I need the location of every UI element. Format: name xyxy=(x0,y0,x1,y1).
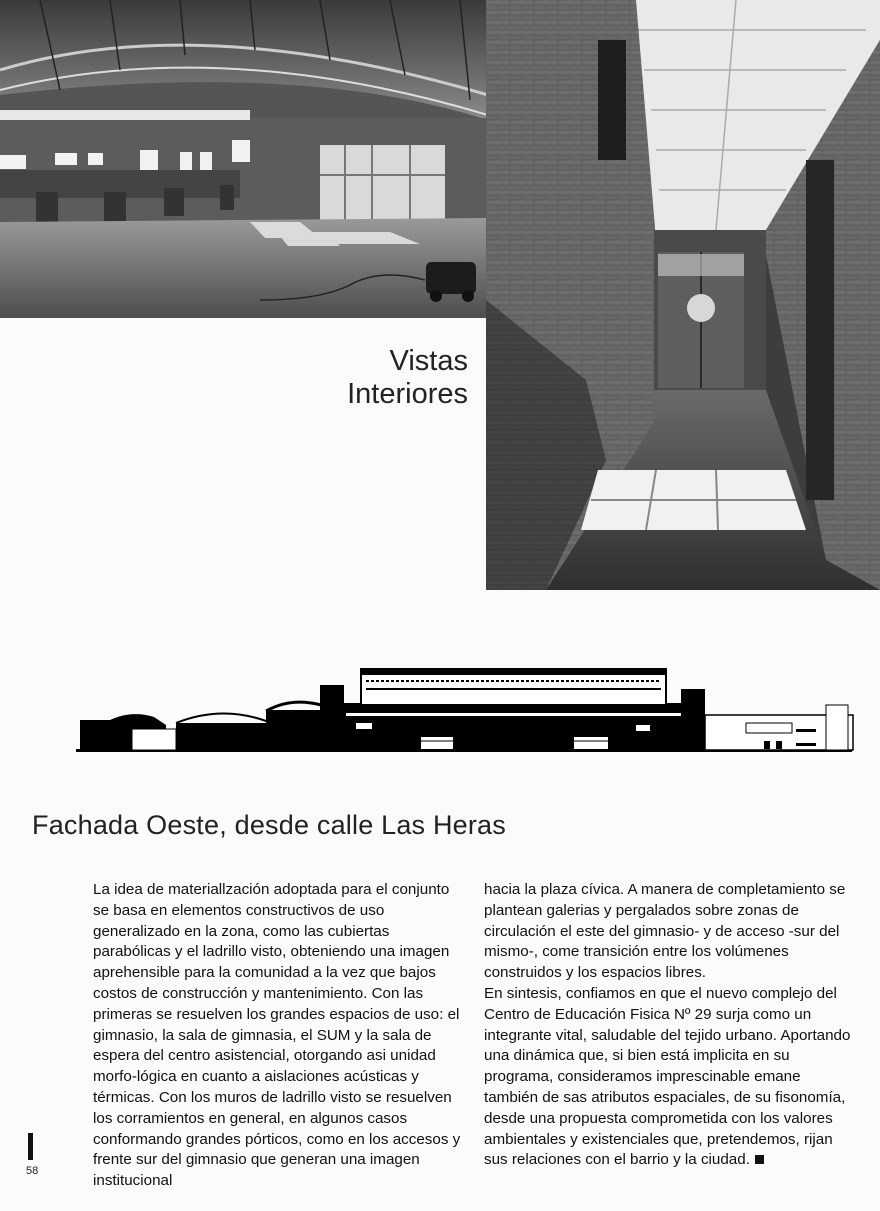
body-text-left-column xyxy=(93,880,465,1192)
end-of-article-mark xyxy=(755,1155,764,1164)
body-text-right-column xyxy=(484,880,856,1171)
section-label-line2: Interiores xyxy=(347,378,468,410)
body-paragraph-left: La idea de materiallzación adoptada para el conjunto se basa en elementos constructivos de uso generalizado en la zona, como las cubiertas parabólicas y el ladrillo visto, obteniendo una imagen aprehensible para la comunidad a la vez que bajos costos de construcción y mantenimiento. Con las primeras se resuelven los grandes espacios de uso: el gimnasio, la sala de gimnasia, el SUM y la sala de espera del centro asistencial, otorgando asi unidad morfo-lógica en cuanto a aislaciones acústicas y térmicas. Con los muros de ladrillo visto se resuelven los corramientos en general, en algunos casos conformando grandes pórticos, como en los accesos y frente sur del gimnasio que generan una imagen institucional xyxy=(93,881,461,1190)
section-label xyxy=(347,345,468,411)
section-label-line1: Vistas xyxy=(389,345,468,377)
page-number-rule xyxy=(28,1133,33,1160)
body-paragraph-right-1: hacia la plaza cívica. A manera de completamiento se plantean galerias y pergalados sobre zonas de circulación el este del gimnasio- y de acceso -sur del mismo-, come transición entre los volúmenes construidos y los espacios libres. xyxy=(484,881,846,982)
body-paragraph-right-2: En sintesis, confiamos en que el nuevo complejo del Centro de Educación Fisica Nº 29 surja como un integrante vital, saludable del tejido urbano. Aportando una dinámica que, si bien está implicita en su programa, consideramos imprescinable emane también de sas atributos espaciales, de su fisonomía, desde una propuesta comprometida con los valores ambientales y existenciales que, pretendemos, rijan sus relaciones con el barrio y la ciudad. xyxy=(484,984,851,1169)
facade-caption: Fachada Oeste, desde calle Las Heras xyxy=(32,810,506,840)
page-number: 58 xyxy=(26,1165,39,1177)
west-facade-elevation-drawing xyxy=(76,665,856,767)
corridor-photo xyxy=(486,0,880,590)
hall-interior-photo xyxy=(0,0,488,318)
